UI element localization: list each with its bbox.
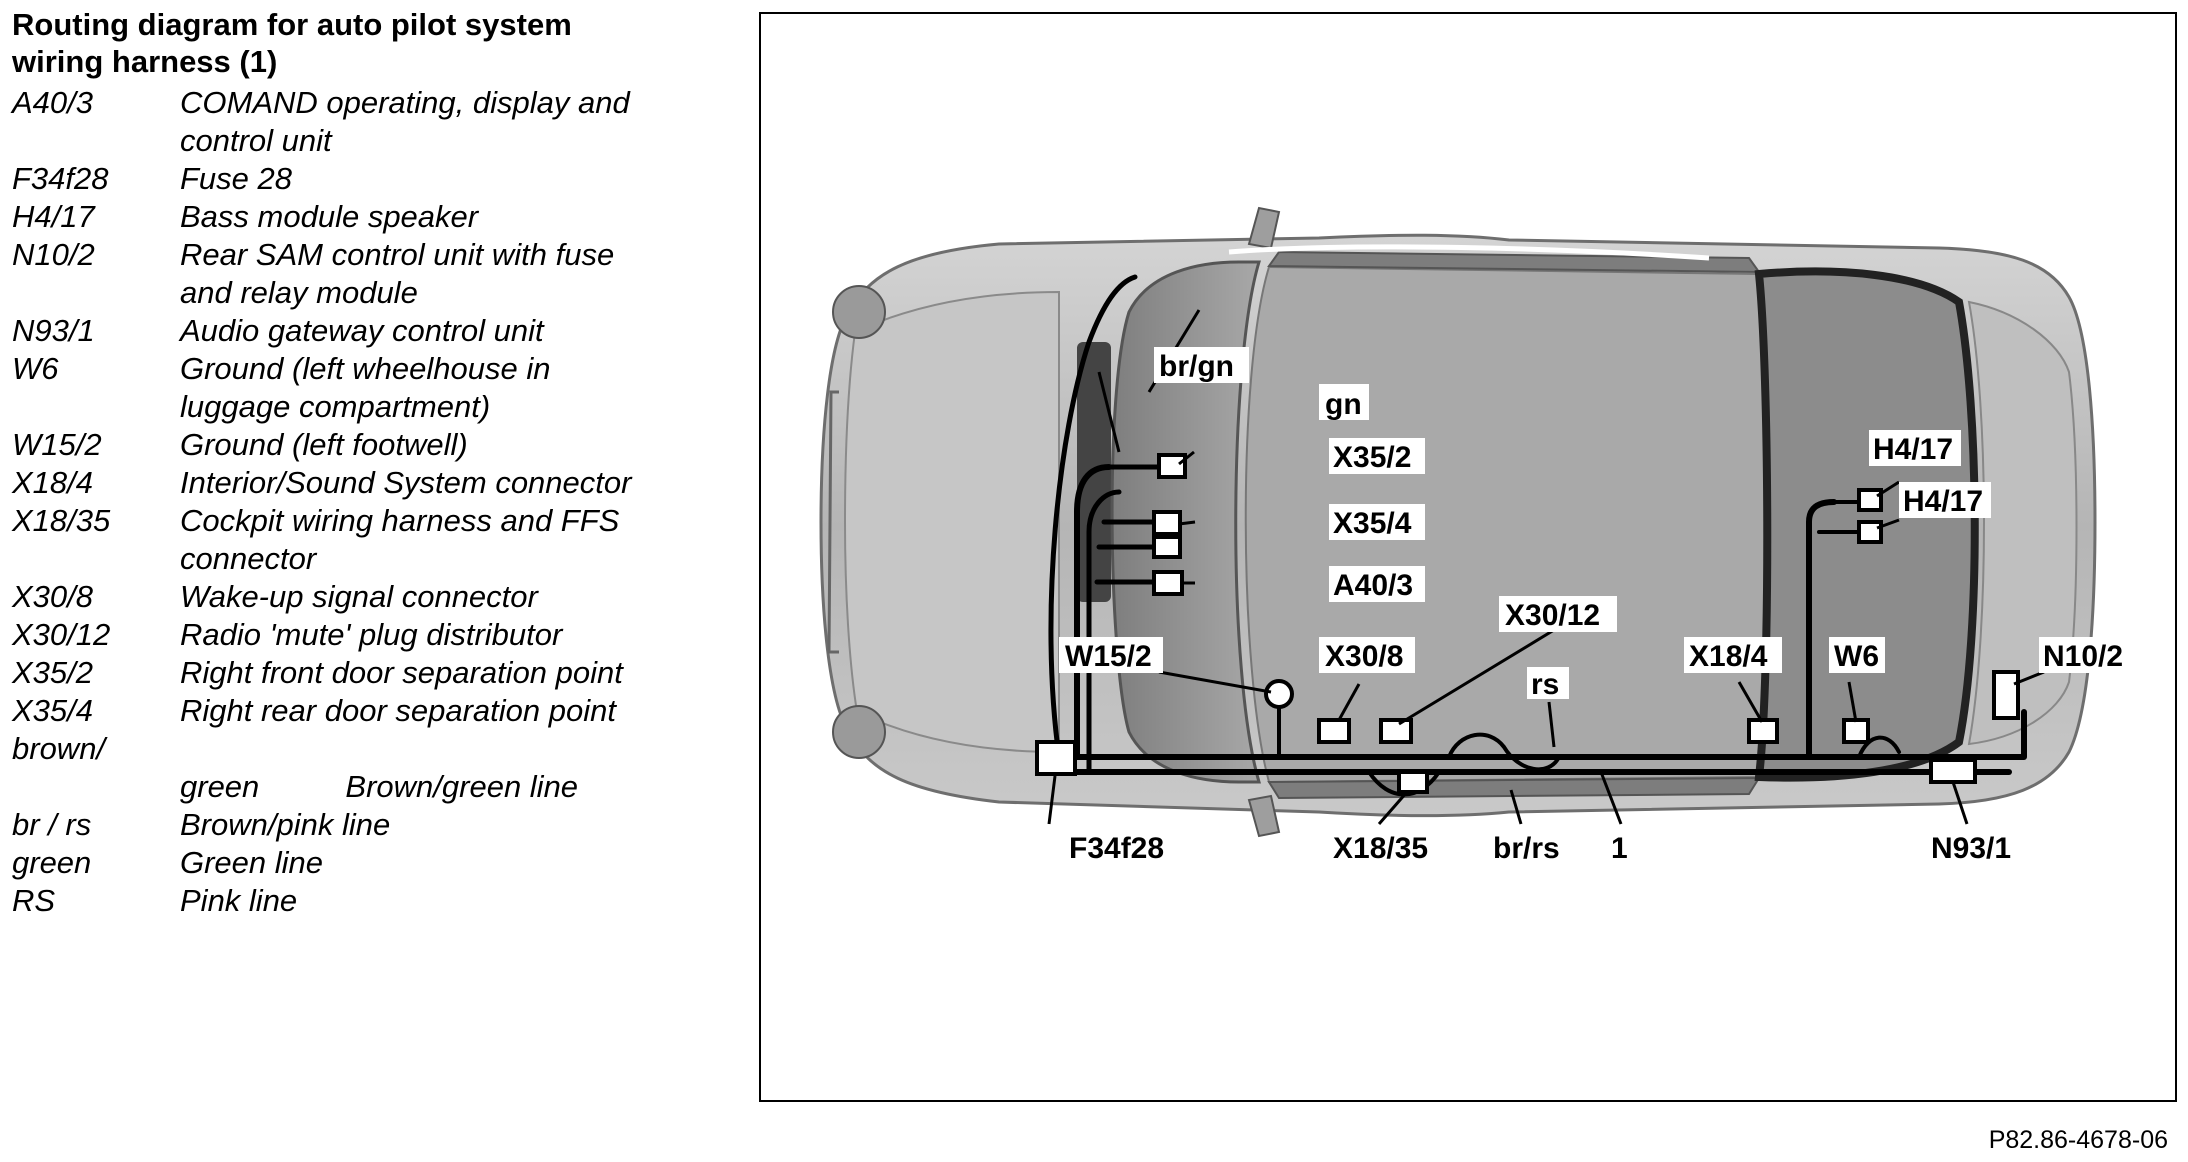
legend-code: N93/1 [12,313,95,348]
legend [12,84,742,920]
car-wiring-diagram [759,12,2177,1102]
legend-desc: green Brown/green line [180,769,579,804]
connector-n10-2 [1994,672,2018,718]
label-x30-8: X30/8 [1325,640,1404,673]
legend-row [12,426,742,464]
legend-row [12,730,742,768]
legend-row [12,236,742,312]
legend-desc-cont: luggage compartment) [180,389,491,424]
connector-x18-4 [1749,720,1777,742]
connector-h4-17-top [1859,490,1881,510]
label-h4-17-top: H4/17 [1873,433,1954,466]
connector-x35-4b [1154,537,1180,557]
label-a40-3: A40/3 [1333,569,1414,602]
trunk-lid [1969,302,2077,744]
legend-code: X30/8 [12,579,94,614]
label-br-gn: br/gn [1159,350,1234,383]
label-n93-1: N93/1 [1931,832,2012,865]
legend-desc: Audio gateway control unit [180,313,544,348]
legend-row [12,350,742,426]
legend-code: H4/17 [12,199,95,234]
legend-desc: Right rear door separation point [180,693,616,728]
connector-x35-4 [1154,512,1180,534]
connector-x18-35 [1399,772,1427,792]
legend-row [12,312,742,350]
legend-code: A40/3 [12,85,94,120]
label-x18-35: X18/35 [1333,832,1429,865]
legend-desc: brown/ [12,731,106,766]
legend-code: X35/4 [12,693,94,728]
connector-w15-2 [1266,681,1292,707]
legend-desc: Interior/Sound System connector [180,465,632,500]
hood [845,292,1059,752]
connector-w6 [1844,720,1868,742]
legend-row [12,882,742,920]
connector-h4-17-bottom [1859,522,1881,542]
legend-row [12,692,742,730]
headlight-right [833,706,885,758]
label-w6: W6 [1834,640,1879,673]
legend-desc: Pink line [180,883,298,918]
connector-x30-8 [1319,720,1349,742]
legend-row [12,806,742,844]
legend-code: br / rs [12,807,92,842]
label-w15-2: W15/2 [1065,640,1152,673]
connector-a40-3 [1154,572,1182,594]
legend-code: X18/35 [12,503,111,538]
legend-desc: Green line [180,845,324,880]
legend-desc: Wake-up signal connector [180,579,538,614]
figure-id: P82.86-4678-06 [1988,1126,2168,1154]
legend-row [12,502,742,578]
legend-row [12,654,742,692]
connector-x30-12 [1381,720,1411,742]
legend-desc: Rear SAM control unit with fuse [180,237,615,272]
title-line-2: wiring harness (1) [12,44,278,79]
legend-row [12,768,742,806]
leader-x35-4 [1179,522,1195,524]
legend-row [12,464,742,502]
label-x30-12: X30/12 [1505,599,1601,632]
legend-code: F34f28 [12,161,109,196]
legend-desc: Fuse 28 [180,161,293,196]
label-gn: gn [1325,388,1362,421]
legend-row [12,616,742,654]
label-x18-4: X18/4 [1689,640,1768,673]
roof [1246,267,1768,782]
label-h4-17-bottom: H4/17 [1903,485,1984,518]
legend-desc: Radio 'mute' plug distributor [180,617,563,652]
diagram-title [12,6,712,80]
title-line-1: Routing diagram for auto pilot system [12,7,572,42]
label-x35-2: X35/2 [1333,441,1412,474]
label-line-1: 1 [1611,832,1628,865]
connector-x35-2 [1159,455,1185,477]
legend-code: X35/2 [12,655,94,690]
legend-desc: COMAND operating, display and [180,85,630,120]
label-f34f28: F34f28 [1069,832,1165,865]
legend-code: RS [12,883,56,918]
legend-row [12,198,742,236]
legend-code: X18/4 [12,465,94,500]
legend-code: W6 [12,351,59,386]
legend-row [12,844,742,882]
legend-code: W15/2 [12,427,102,462]
legend-desc-cont: control unit [180,123,332,158]
legend-desc: Ground (left footwell) [180,427,468,462]
legend-desc: Brown/pink line [180,807,391,842]
legend-row [12,578,742,616]
label-rs: rs [1531,668,1560,701]
headlight-left [833,286,885,338]
legend-row [12,84,742,160]
legend-code: green [12,845,92,880]
legend-desc: Cockpit wiring harness and FFS [180,503,620,538]
label-br-rs: br/rs [1493,832,1560,865]
label-x35-4: X35/4 [1333,507,1412,540]
connector-n93-1 [1931,760,1975,782]
label-n10-2: N10/2 [2043,640,2124,673]
legend-desc: Bass module speaker [180,199,479,234]
connector-f34f28 [1037,742,1075,774]
legend-desc-cont: connector [180,541,317,576]
legend-code: N10/2 [12,237,95,272]
legend-desc: Ground (left wheelhouse in [180,351,551,386]
legend-desc: Right front door separation point [180,655,623,690]
legend-code: X30/12 [12,617,111,652]
legend-row [12,160,742,198]
legend-desc-cont: and relay module [180,275,418,310]
